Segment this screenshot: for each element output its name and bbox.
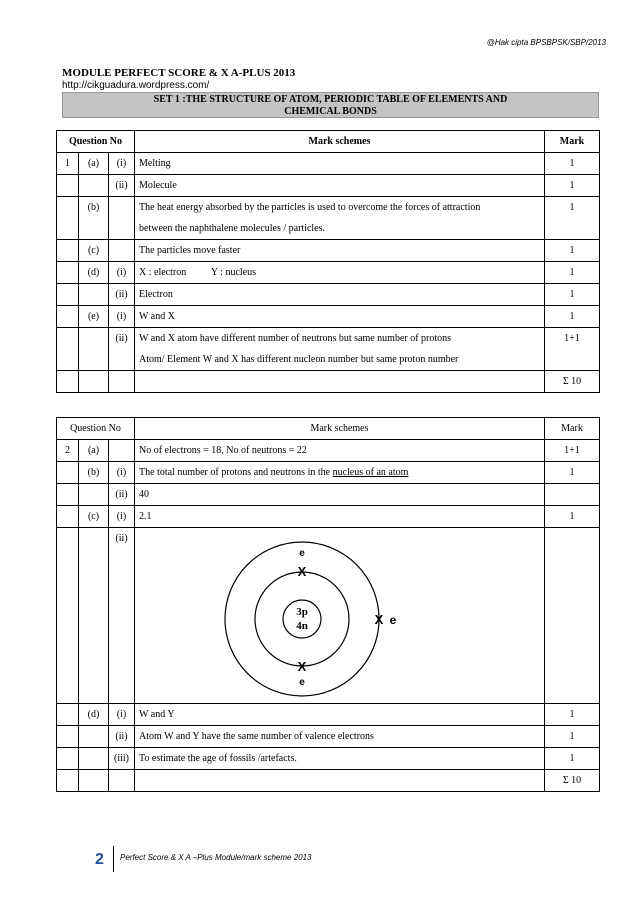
table-row bbox=[57, 328, 600, 371]
answer-text bbox=[135, 462, 545, 484]
part-label: (d) bbox=[79, 262, 109, 284]
table-row bbox=[57, 284, 600, 306]
sub-label: (ii) bbox=[109, 726, 135, 748]
header-mark-schemes: Mark schemes bbox=[135, 131, 545, 153]
mark-value: 1 bbox=[545, 153, 600, 175]
header-question-no: Question No bbox=[57, 131, 135, 153]
sub-label: (i) bbox=[109, 506, 135, 528]
table-header-row bbox=[57, 131, 600, 153]
footer-divider bbox=[113, 846, 114, 872]
sub-label: (ii) bbox=[109, 175, 135, 197]
table-row bbox=[57, 506, 600, 528]
answer-text: No of electrons = 18, No of neutrons = 22 bbox=[135, 440, 545, 462]
answer-text: Melting bbox=[135, 153, 545, 175]
set-title-line1: SET 1 :THE STRUCTURE OF ATOM, PERIODIC TABLE OF ELEMENTS AND bbox=[153, 94, 508, 105]
header-mark: Mark bbox=[545, 131, 600, 153]
sub-label: (i) bbox=[109, 262, 135, 284]
total-mark: Σ 10 bbox=[545, 371, 600, 393]
electron-cross-top: X bbox=[297, 564, 307, 579]
source-url[interactable]: http://cikguadura.wordpress.com/ bbox=[62, 80, 210, 91]
set-title-line2: CHEMICAL BONDS bbox=[284, 106, 377, 117]
answer-text: Electron bbox=[135, 284, 545, 306]
inner-shell bbox=[255, 572, 349, 666]
answer-text: 2.1 bbox=[135, 506, 545, 528]
table-row bbox=[57, 262, 600, 284]
atom-diagram-cell bbox=[135, 528, 545, 704]
table-row bbox=[57, 726, 600, 748]
part-label: (b) bbox=[79, 197, 109, 240]
mark-value: 1+1 bbox=[545, 328, 600, 371]
part-label bbox=[79, 328, 109, 371]
answer-text: Atom W and Y have the same number of valence electrons bbox=[135, 726, 545, 748]
sub-label: (iii) bbox=[109, 748, 135, 770]
header-question-no: Question No bbox=[57, 418, 135, 440]
table-row bbox=[57, 440, 600, 462]
sub-label: (ii) bbox=[109, 484, 135, 506]
sub-label bbox=[109, 197, 135, 240]
mark-value: 1 bbox=[545, 240, 600, 262]
part-label: (a) bbox=[79, 440, 109, 462]
electron-arrangement-diagram bbox=[135, 528, 515, 703]
mark-value: 1 bbox=[545, 462, 600, 484]
answer-text: W and X bbox=[135, 306, 545, 328]
part-label: (d) bbox=[79, 704, 109, 726]
sub-label: (i) bbox=[109, 704, 135, 726]
electron-cross-bottom: X bbox=[297, 659, 307, 674]
answer-line-1: W and X atom have different number of neutrons but same number of protons bbox=[139, 333, 452, 344]
answer-line-2: Atom/ Element W and X has different nucleon number but same proton number bbox=[139, 354, 459, 365]
footer-text: Perfect Score & X A –Plus Module/mark scheme 2013 bbox=[120, 853, 312, 862]
table-row bbox=[57, 484, 600, 506]
table-row bbox=[57, 306, 600, 328]
mark-value: 1 bbox=[545, 262, 600, 284]
module-title: MODULE PERFECT SCORE & X A-PLUS 2013 bbox=[62, 67, 296, 79]
table-row bbox=[57, 153, 600, 175]
answer-text bbox=[135, 328, 545, 371]
answer-line-2: between the naphthalene molecules / particles. bbox=[139, 223, 326, 234]
mark-value: 1 bbox=[545, 284, 600, 306]
set-title-bar bbox=[62, 92, 599, 118]
answer-text: The particles move faster bbox=[135, 240, 545, 262]
part-label bbox=[79, 175, 109, 197]
question-number: 2 bbox=[57, 440, 79, 462]
answer-text bbox=[135, 197, 545, 240]
mark-value: 1 bbox=[545, 306, 600, 328]
mark-value: 1 bbox=[545, 175, 600, 197]
mark-value: 1+1 bbox=[545, 440, 600, 462]
table-row bbox=[57, 704, 600, 726]
total-mark: Σ 10 bbox=[545, 770, 600, 792]
header-mark-schemes: Mark schemes bbox=[135, 418, 545, 440]
part-label: (e) bbox=[79, 306, 109, 328]
part-label: (c) bbox=[79, 240, 109, 262]
table-row bbox=[57, 197, 600, 240]
mark-scheme-table-2 bbox=[56, 417, 600, 792]
electron-label-top: e bbox=[299, 548, 305, 559]
sub-label: (i) bbox=[109, 462, 135, 484]
answer-text: 40 bbox=[135, 484, 545, 506]
sub-label: (i) bbox=[109, 306, 135, 328]
nucleus-neutrons: 4n bbox=[296, 620, 308, 632]
copyright-credit: @Hak cipta BPSBPSK/SBP/2013 bbox=[486, 38, 606, 47]
part-label: (a) bbox=[79, 153, 109, 175]
mark-value: 1 bbox=[545, 506, 600, 528]
table-row bbox=[57, 748, 600, 770]
electron-label-bottom: e bbox=[299, 677, 305, 688]
page-number: 2 bbox=[95, 851, 104, 868]
total-row bbox=[57, 371, 600, 393]
electron-cross-right: X bbox=[374, 612, 384, 627]
answer-text-part: The total number of protons and neutrons in the bbox=[139, 467, 333, 478]
mark-value: 1 bbox=[545, 197, 600, 240]
underlined-keyword: nucleus of an atom bbox=[332, 467, 409, 478]
table-row bbox=[57, 240, 600, 262]
total-row bbox=[57, 770, 600, 792]
answer-text: To estimate the age of fossils /artefacts. bbox=[135, 748, 545, 770]
answer-text: Molecule bbox=[135, 175, 545, 197]
part-label: (b) bbox=[79, 462, 109, 484]
mark-value: 1 bbox=[545, 726, 600, 748]
sub-label: (ii) bbox=[109, 328, 135, 371]
mark-value: 1 bbox=[545, 748, 600, 770]
table-header-row bbox=[57, 418, 600, 440]
header-mark: Mark bbox=[545, 418, 600, 440]
sub-label: (i) bbox=[109, 153, 135, 175]
mark-value: 1 bbox=[545, 704, 600, 726]
mark-scheme-table-1 bbox=[56, 130, 600, 393]
part-label bbox=[79, 284, 109, 306]
table-row bbox=[57, 175, 600, 197]
sub-label: (ii) bbox=[109, 528, 135, 704]
electron-label-right: e bbox=[389, 613, 397, 627]
nucleus-protons: 3p bbox=[296, 606, 308, 618]
answer-text: W and Y bbox=[135, 704, 545, 726]
part-label: (c) bbox=[79, 506, 109, 528]
answer-text: X : electron Y : nucleus bbox=[135, 262, 545, 284]
answer-line-1: The heat energy absorbed by the particles is used to overcome the forces of attraction bbox=[139, 202, 481, 213]
sub-label: (ii) bbox=[109, 284, 135, 306]
table-row bbox=[57, 462, 600, 484]
question-number: 1 bbox=[57, 153, 79, 175]
sub-label bbox=[109, 240, 135, 262]
table-row bbox=[57, 528, 600, 704]
